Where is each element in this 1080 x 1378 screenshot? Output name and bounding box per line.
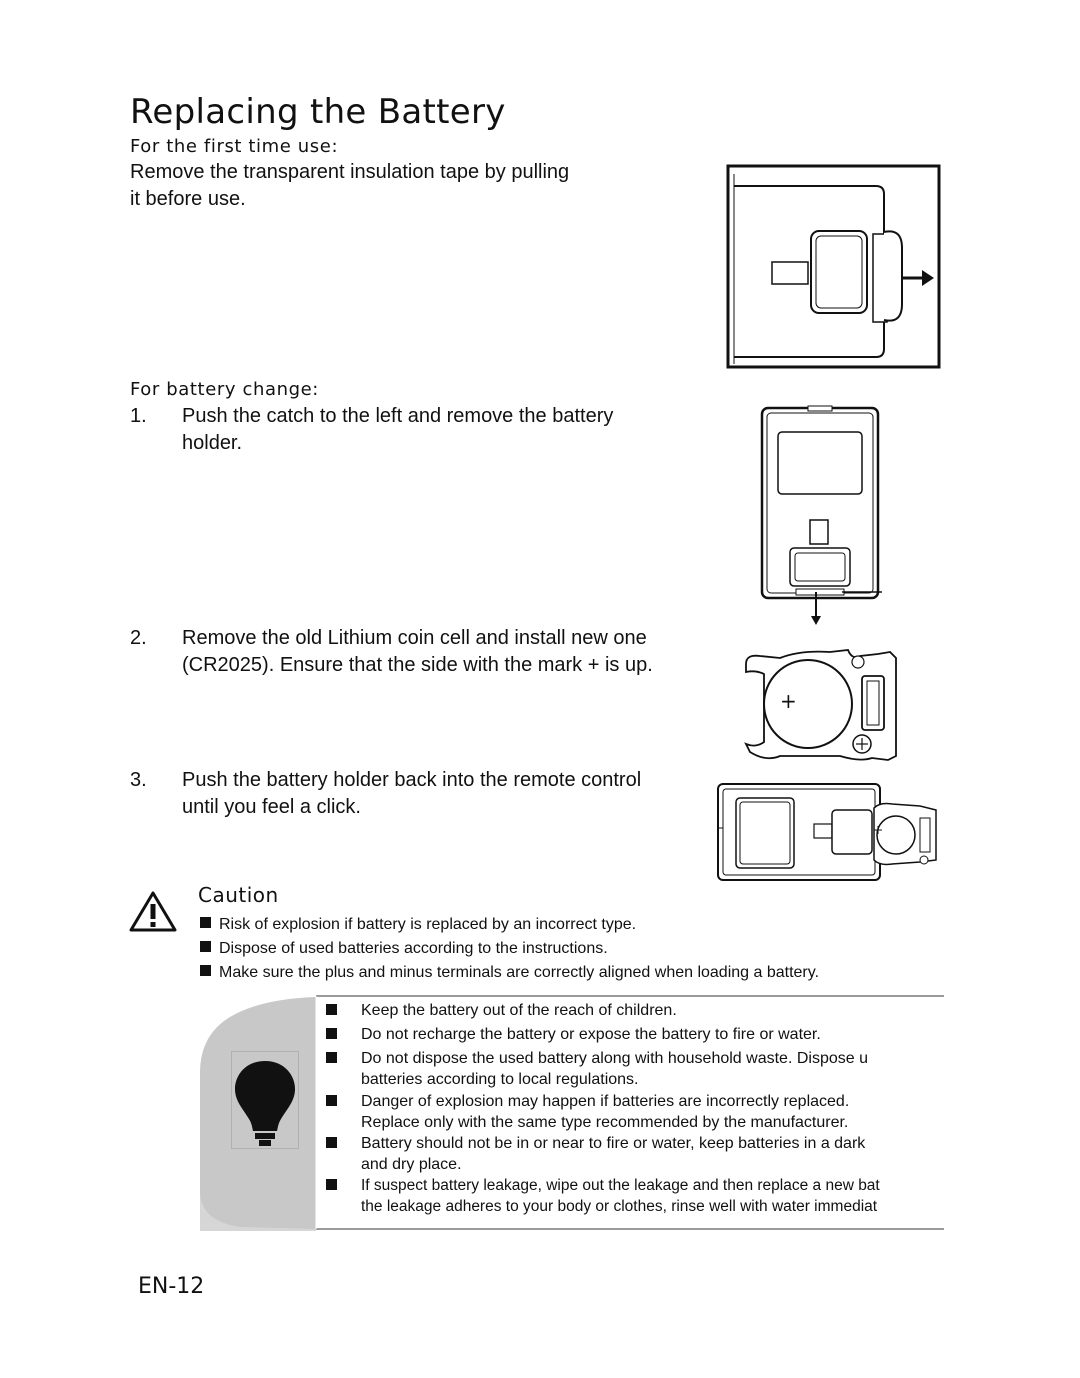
figure-remove-holder — [756, 404, 886, 626]
bullet-square — [326, 1028, 337, 1039]
bullet-square — [200, 917, 211, 928]
page-title: Replacing the Battery — [130, 92, 506, 132]
step-number: 2. — [130, 627, 147, 649]
plus-mark: + — [780, 689, 797, 713]
step-number: 1. — [130, 405, 147, 427]
tip-item — [361, 1133, 865, 1175]
first-use-text — [130, 159, 569, 213]
bullet-square — [200, 965, 211, 976]
step-line: Push the battery holder back into the remote control — [182, 769, 642, 791]
tip-line: If suspect battery leakage, wipe out the leakage and then replace a new bat — [361, 1177, 880, 1194]
tip-line: Do not dispose the used battery along with household waste. Dispose u — [361, 1050, 868, 1067]
bullet-square — [326, 1179, 337, 1190]
caution-item — [200, 938, 608, 959]
first-use-line: it before use. — [130, 188, 246, 210]
figure-remove-tape — [726, 164, 942, 370]
bullet-square — [326, 1052, 337, 1063]
caution-item — [200, 962, 819, 983]
tip-line: batteries according to local regulations. — [361, 1071, 639, 1088]
tip-item — [361, 1091, 849, 1133]
step-text — [182, 403, 613, 457]
tip-line: and dry place. — [361, 1156, 462, 1173]
tip-line: the leakage adheres to your body or clothes, rinse well with water immediat — [361, 1198, 878, 1215]
tip-item — [361, 1048, 868, 1090]
first-use-heading: For the first time use: — [130, 136, 339, 157]
caution-item — [200, 914, 636, 935]
tip-item — [361, 1175, 880, 1217]
battery-change-heading: For battery change: — [130, 379, 319, 400]
step-text — [182, 625, 653, 679]
tip-panel — [200, 995, 944, 1231]
bullet-square — [326, 1095, 337, 1106]
bullet-square — [326, 1004, 337, 1015]
bullet-square — [326, 1137, 337, 1148]
warning-triangle-icon — [129, 890, 177, 932]
step-line: Push the catch to the left and remove the battery — [182, 405, 614, 427]
tip-line: Battery should not be in or near to fire or water, keep batteries in a dark — [361, 1135, 866, 1152]
tip-item — [361, 1000, 677, 1021]
step-line: (CR2025). Ensure that the side with the mark + is up. — [182, 654, 653, 676]
caution-item-text: Make sure the plus and minus terminals are correctly aligned when loading a battery. — [219, 964, 820, 981]
tip-line: Keep the battery out of the reach of children. — [361, 1002, 677, 1019]
figure-coin-cell-holder — [740, 644, 902, 766]
caution-item-text: Dispose of used batteries according to the instructions. — [219, 940, 608, 957]
tip-line: Do not recharge the battery or expose the battery to fire or water. — [361, 1026, 821, 1043]
tip-item — [361, 1024, 821, 1045]
step-line: until you feel a click. — [182, 796, 361, 818]
bullet-square — [200, 941, 211, 952]
figure-insert-holder — [714, 780, 946, 884]
page-number: EN-12 — [138, 1274, 205, 1299]
step-number: 3. — [130, 769, 147, 791]
step-line: holder. — [182, 432, 243, 454]
tip-line: Replace only with the same type recommended by the manufacturer. — [361, 1114, 849, 1131]
step-text — [182, 767, 641, 821]
caution-item-text: Risk of explosion if battery is replaced by an incorrect type. — [219, 916, 637, 933]
tip-line: Danger of explosion may happen if batteries are incorrectly replaced. — [361, 1093, 850, 1110]
step-line: Remove the old Lithium coin cell and install new one — [182, 627, 647, 649]
first-use-line: Remove the transparent insulation tape by pulling — [130, 161, 570, 183]
caution-heading: Caution — [198, 883, 279, 907]
lightbulb-icon — [231, 1051, 299, 1149]
